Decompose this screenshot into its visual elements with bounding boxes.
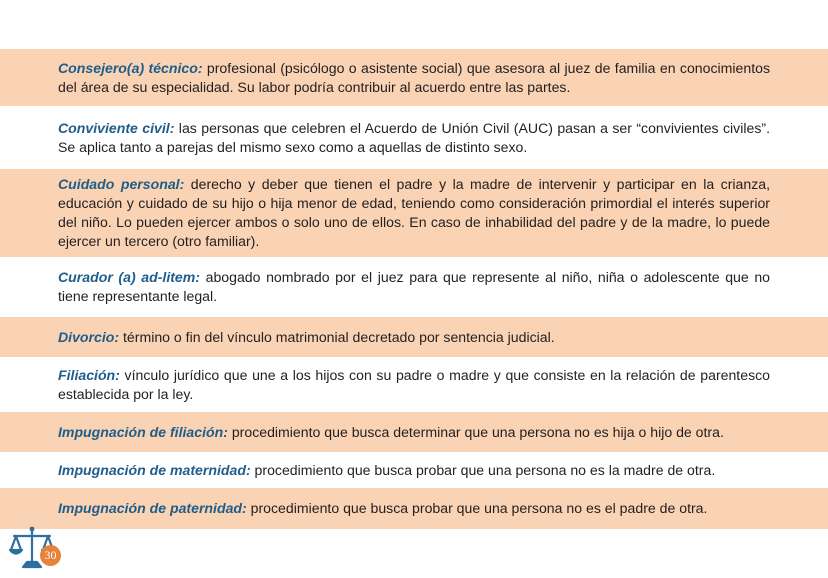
entry-term: Cuidado personal: — [58, 176, 185, 193]
entry-text — [58, 499, 770, 518]
entry-text — [58, 175, 770, 250]
glossary-entry-filiacion — [0, 357, 828, 412]
glossary-entry-impugnacion-filiacion — [0, 412, 828, 452]
entry-term: Impugnación de filiación: — [58, 423, 228, 440]
entry-term: Divorcio: — [58, 328, 120, 345]
entry-term: Consejero(a) técnico: — [58, 59, 203, 76]
entry-definition: abogado nombrado por el juez para que represente al niño, niña o adolescente que no tiene representante legal. — [58, 269, 771, 304]
entry-definition: las personas que celebren el Acuerdo de Unión Civil (AUC) pasan a ser “convivientes civiles”. Se aplica tanto a parejas del mismo sexo como a aquellas de distinto sexo. — [58, 119, 770, 155]
glossary-entry-consejero — [0, 49, 828, 106]
glossary-list — [0, 49, 828, 529]
entry-text — [58, 461, 770, 480]
entry-definition: término o fin del vínculo matrimonial decretado por sentencia judicial. — [119, 328, 555, 345]
page-number: 30 — [40, 545, 61, 566]
glossary-entry-cuidado-personal — [0, 169, 828, 257]
entry-text — [58, 328, 770, 347]
glossary-entry-divorcio — [0, 317, 828, 357]
entry-definition: derecho y deber que tienen el padre y la madre de intervenir y participar en la crianza, educación y cuidado de su hijo o hija menor de edad, teniendo como consideración primordial el interés superior del niño. Lo pueden ejercer ambos o solo uno de ellos. En caso de inhabilidad del padre y de la madre, lo puede ejercer un tercero (otro familiar). — [58, 176, 770, 249]
entry-text — [58, 366, 770, 404]
entry-term: Impugnación de paternidad: — [58, 500, 247, 517]
entry-term: Curador (a) ad-litem: — [58, 269, 200, 286]
glossary-entry-conviviente — [0, 106, 828, 169]
entry-term: Conviviente civil: — [58, 119, 175, 136]
entry-text — [58, 59, 770, 97]
entry-text — [58, 119, 770, 157]
glossary-entry-curador — [0, 257, 828, 317]
glossary-entry-impugnacion-maternidad — [0, 452, 828, 488]
entry-definition: profesional (psicólogo o asistente social) que asesora al juez de familia en conocimientos del área de su especialidad. Su labor podría contribuir al acuerdo entre las partes. — [58, 59, 770, 95]
entry-definition: procedimiento que busca determinar que una persona no es hija o hijo de otra. — [227, 423, 724, 440]
entry-definition: procedimiento que busca probar que una persona no es la madre de otra. — [250, 461, 716, 478]
entry-text — [58, 268, 770, 306]
entry-text — [58, 423, 770, 442]
entry-term: Filiación: — [58, 366, 120, 383]
entry-definition: vínculo jurídico que une a los hijos con su padre o madre y que consiste en la relación de parentesco establecida por la ley. — [58, 366, 770, 402]
glossary-entry-impugnacion-paternidad — [0, 488, 828, 529]
entry-term: Impugnación de maternidad: — [58, 461, 251, 478]
entry-definition: procedimiento que busca probar que una persona no es el padre de otra. — [246, 500, 708, 517]
